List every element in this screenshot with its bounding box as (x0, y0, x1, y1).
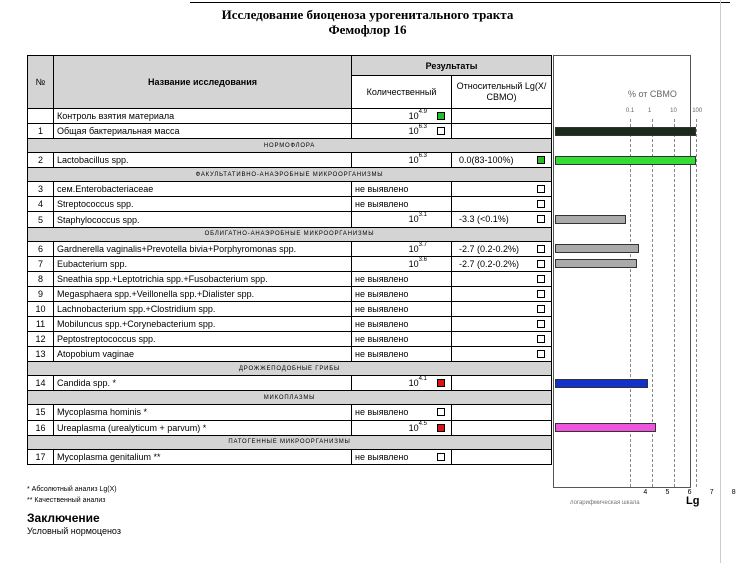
quantity-value (408, 420, 427, 433)
test-name: Eubacterium spp. (54, 256, 352, 271)
test-name: Ureaplasma (urealyticum + parvum) * (54, 420, 352, 435)
table-row (28, 271, 552, 286)
lg-tick-label: 7 (709, 489, 714, 496)
conclusion-text: Условный нормоценоз (27, 526, 121, 536)
quantity-exponent: 6.3 (418, 124, 427, 131)
not-detected-text: не выявлено (355, 199, 409, 210)
quantity-value (409, 214, 427, 224)
test-name: Gardnerella vaginalis+Prevotella bivia+Porphyromonas spp. (54, 241, 352, 256)
pct-tick-label: 10 (670, 108, 677, 114)
quantitative-result (352, 301, 452, 316)
chart-bar (555, 244, 639, 253)
quantity-base: 10 (408, 111, 419, 121)
test-name: Mycoplasma hominis * (54, 405, 352, 420)
table-row (28, 256, 552, 271)
axis-caption: логарифмическая шкала (570, 500, 640, 506)
report-subtitle: Фемофлор 16 (328, 22, 407, 37)
quantitative-result (352, 286, 452, 301)
chart-bar (555, 259, 637, 268)
test-name: Candida spp. * (54, 376, 352, 391)
lg-tick-label: 8 (731, 489, 736, 496)
quantity-base: 10 (408, 155, 419, 166)
pct-tick-label: 1 (648, 108, 652, 114)
not-detected-text: не выявлено (355, 334, 409, 345)
row-number: 16 (28, 420, 54, 435)
row-number: 2 (28, 153, 54, 168)
table-row (28, 241, 552, 256)
relative-result (452, 197, 552, 212)
relative-result (452, 182, 552, 197)
not-detected-text: не выявлено (355, 288, 409, 299)
quantitative-result (352, 317, 452, 332)
quantitative-result (352, 271, 452, 286)
chart-bar (555, 215, 626, 224)
quantity-exponent: 3.7 (418, 241, 427, 248)
section-header: НОРМОФЛОРА (28, 139, 552, 153)
quantitative-result (352, 420, 452, 435)
quantity-value (409, 378, 427, 388)
relative-status-indicator (537, 275, 545, 283)
test-name: Общая бактериальная масса (54, 124, 352, 139)
relative-result (452, 271, 552, 286)
section-header: ДРОЖЖЕПОДОБНЫЕ ГРИБЫ (28, 362, 552, 376)
section-header: МИКОПЛАЗМЫ (28, 391, 552, 405)
row-number: 1 (28, 124, 54, 139)
quantity-value (409, 155, 427, 165)
relative-result (452, 241, 552, 256)
relative-result (452, 317, 552, 332)
relative-result (452, 405, 552, 420)
not-detected-text: не выявлено (355, 451, 409, 462)
col-no-header: № (28, 56, 54, 109)
table-row (28, 109, 552, 124)
relative-result (452, 212, 552, 227)
gridline (674, 119, 675, 487)
relative-result (452, 286, 552, 301)
table-row (28, 332, 552, 347)
not-detected-text: не выявлено (355, 303, 409, 314)
table-row (28, 449, 552, 464)
table-row (28, 347, 552, 362)
relative-status-indicator (537, 185, 545, 193)
quantity-base: 10 (408, 378, 419, 389)
table-row (28, 317, 552, 332)
quantity-exponent: 6.3 (418, 153, 427, 160)
row-number (28, 109, 54, 124)
status-indicator (437, 379, 445, 387)
pct-tick-label: 100 (692, 108, 703, 114)
chart-bar (555, 156, 696, 165)
row-number: 6 (28, 241, 54, 256)
not-detected-text: не выявлено (355, 273, 409, 284)
test-name: Mycoplasma genitalium ** (54, 449, 352, 464)
row-number: 7 (28, 256, 54, 271)
pct-label: % от СВМО (628, 89, 677, 99)
table-row (28, 212, 552, 227)
quantity-base: 10 (408, 243, 419, 254)
section-header: ФАКУЛЬТАТИВНО-АНАЭРОБНЫЕ МИКРООРГАНИЗМЫ (28, 168, 552, 182)
row-number: 5 (28, 212, 54, 227)
quantity-exponent: 4.1 (418, 376, 427, 383)
table-row (28, 301, 552, 316)
test-name: Staphylococcus spp. (54, 212, 352, 227)
chart-bar (555, 423, 656, 432)
relative-status-indicator (537, 335, 545, 343)
lg-tick-label: 5 (665, 489, 670, 496)
quantitative-result (352, 241, 452, 256)
row-number: 14 (28, 376, 54, 391)
table-row (28, 124, 552, 139)
row-number: 10 (28, 301, 54, 316)
status-indicator (437, 112, 445, 120)
quantity-value (409, 126, 427, 136)
quantity-exponent: 3.1 (418, 212, 427, 219)
not-detected-text: не выявлено (355, 349, 409, 360)
footnote-absolute: * Абсолютный анализ Lg(X) (27, 486, 117, 493)
quantity-base: 10 (408, 258, 419, 269)
results-table (27, 55, 552, 465)
quantity-base: 10 (408, 214, 419, 225)
test-name: сем.Enterobacteriaceae (54, 182, 352, 197)
quantity-value (408, 241, 427, 254)
quantity-exponent: 4.9 (418, 109, 427, 115)
col-rel-header: Относительный Lg(X/СВМО) (452, 76, 552, 109)
row-number: 9 (28, 286, 54, 301)
relative-result (452, 301, 552, 316)
section-header: ОБЛИГАТНО-АНАЭРОБНЫЕ МИКРООРГАНИЗМЫ (28, 227, 552, 241)
relative-value: 0.0(83-100%) (459, 155, 514, 166)
col-quant-header: Количественный (352, 76, 452, 109)
relative-result (452, 376, 552, 391)
not-detected-text: не выявлено (355, 407, 409, 418)
report-title: Исследование биоценоза урогенитального тракта (221, 7, 514, 22)
test-name: Lactobacillus spp. (54, 153, 352, 168)
lg-tick-label: 4 (643, 489, 648, 496)
footnote-qualitative: ** Качественный анализ (27, 497, 106, 504)
quantitative-result (352, 109, 452, 124)
quantitative-result (352, 332, 452, 347)
table-row (28, 376, 552, 391)
row-number: 13 (28, 347, 54, 362)
relative-result (452, 449, 552, 464)
relative-result (452, 153, 552, 168)
quantitative-result (352, 182, 452, 197)
quantity-base: 10 (408, 422, 419, 433)
quantity-value (408, 256, 427, 269)
quantitative-result (352, 449, 452, 464)
relative-status-indicator (537, 290, 545, 298)
table-row (28, 197, 552, 212)
relative-status-indicator (537, 305, 545, 313)
quantitative-result (352, 197, 452, 212)
status-indicator (437, 424, 445, 432)
test-name: Megasphaera spp.+Veillonella spp.+Dialister spp. (54, 286, 352, 301)
quantity-exponent: 4.5 (418, 420, 427, 427)
test-name: Sneathia spp.+Leptotrichia spp.+Fusobacterium spp. (54, 271, 352, 286)
section-header: ПАТОГЕННЫЕ МИКРООРГАНИЗМЫ (28, 435, 552, 449)
row-number: 11 (28, 317, 54, 332)
status-indicator (437, 408, 445, 416)
quantitative-result (352, 376, 452, 391)
status-indicator (437, 127, 445, 135)
relative-status-indicator (537, 320, 545, 328)
relative-result (452, 124, 552, 139)
relative-status-indicator (537, 245, 545, 253)
table-row (28, 420, 552, 435)
row-number: 17 (28, 449, 54, 464)
col-name-header: Название исследования (54, 56, 352, 109)
quantity-exponent: 3.6 (418, 256, 427, 263)
quantitative-result (352, 256, 452, 271)
quantitative-result (352, 153, 452, 168)
relative-value: -3.3 (<0.1%) (459, 214, 509, 225)
relative-status-indicator (537, 215, 545, 223)
status-indicator (437, 453, 445, 461)
relative-value: -2.7 (0.2-0.2%) (459, 243, 520, 254)
relative-result (452, 109, 552, 124)
table-row (28, 182, 552, 197)
relative-status-indicator (537, 200, 545, 208)
chart-bar (555, 127, 696, 136)
chart-bar (555, 379, 648, 388)
row-number: 12 (28, 332, 54, 347)
test-name: Lachnobacterium spp.+Clostridium spp. (54, 301, 352, 316)
row-number: 3 (28, 182, 54, 197)
top-rule (190, 2, 730, 3)
table-row (28, 153, 552, 168)
relative-result (452, 332, 552, 347)
lg-tick-label: 6 (687, 489, 692, 496)
test-name: Peptostreptococcus spp. (54, 332, 352, 347)
table-row (28, 286, 552, 301)
log-scale-chart (553, 55, 736, 507)
page-edge (720, 0, 721, 563)
test-name: Mobiluncus spp.+Corynebacterium spp. (54, 317, 352, 332)
test-name: Atopobium vaginae (54, 347, 352, 362)
table-row (28, 405, 552, 420)
axis-unit-label: Lg (686, 495, 700, 507)
row-number: 4 (28, 197, 54, 212)
row-number: 8 (28, 271, 54, 286)
pct-tick-label: 0.1 (625, 108, 635, 114)
quantitative-result (352, 347, 452, 362)
quantitative-result (352, 212, 452, 227)
relative-status-indicator (537, 350, 545, 358)
test-name: Streptococcus spp. (54, 197, 352, 212)
relative-value: -2.7 (0.2-0.2%) (459, 258, 520, 269)
relative-result (452, 420, 552, 435)
quantitative-result (352, 405, 452, 420)
quantitative-result (352, 124, 452, 139)
quantity-base: 10 (408, 126, 419, 137)
not-detected-text: не выявлено (355, 319, 409, 330)
quantity-value (409, 111, 427, 121)
relative-status-indicator (537, 156, 545, 164)
gridline (696, 119, 697, 487)
row-number: 15 (28, 405, 54, 420)
relative-result (452, 256, 552, 271)
conclusion-title: Заключение (27, 511, 100, 525)
relative-status-indicator (537, 260, 545, 268)
relative-result (452, 347, 552, 362)
test-name: Контроль взятия материала (54, 109, 352, 124)
col-results-header: Результаты (352, 56, 552, 76)
not-detected-text: не выявлено (355, 184, 409, 195)
